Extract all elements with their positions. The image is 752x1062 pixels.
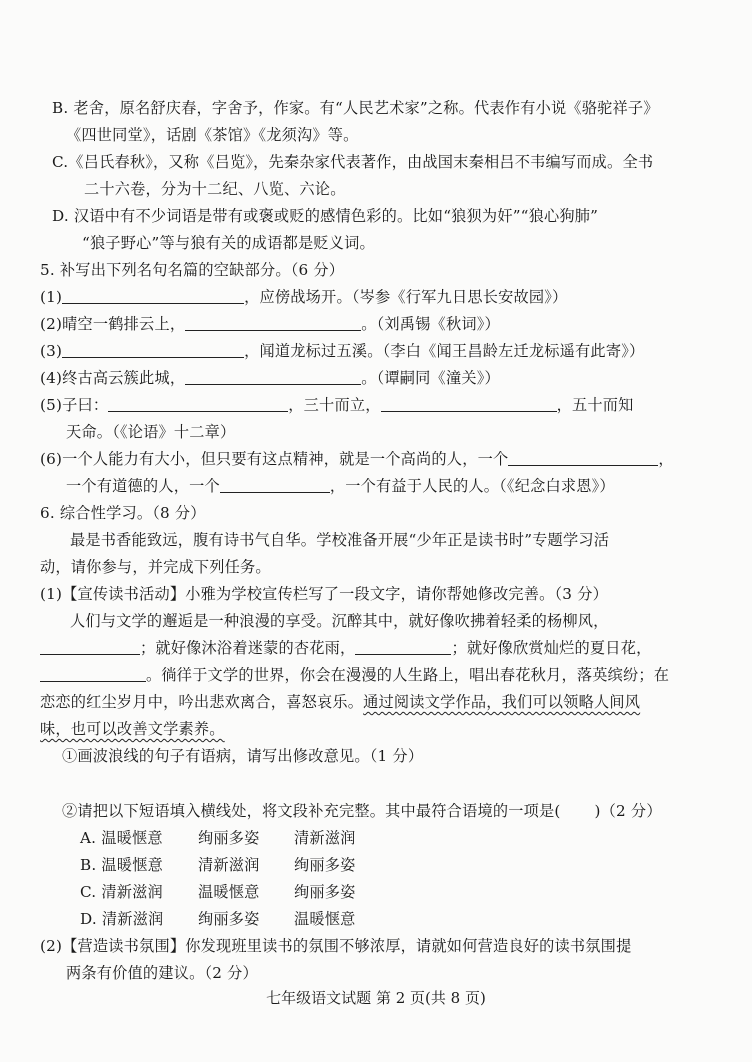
option-d-line2: “狼子野心”等与狼有关的成语都是贬义词。 (82, 234, 375, 252)
wavy-sentence-part2: 味，也可以改善文学素养。 (40, 720, 225, 738)
choice-c[interactable] (80, 881, 356, 903)
choice-d-phrase2: 绚丽多姿 (198, 910, 260, 928)
q5-item2-before: (2)晴空一鹤排云上， (40, 315, 186, 333)
q5-item6-comma: ， (658, 450, 674, 468)
passage-line4-text: 恋恋的红尘岁月中，吟出悲欢离合，喜怒哀乐。 (40, 693, 364, 711)
q6-task2-line2: 两条有价值的建议。（2 分） (66, 964, 258, 982)
q5-title: 5. 补写出下列名句名篇的空缺部分。（6 分） (40, 261, 345, 279)
passage-blank3[interactable] (40, 665, 146, 682)
q5-item1-number: (1) (40, 288, 63, 306)
passage-blank2[interactable] (355, 638, 451, 655)
q5-item6-before: (6)一个人能力有大小，但只要有这点精神，就是一个高尚的人，一个 (40, 450, 509, 468)
choice-d-phrase3: 温暖惬意 (294, 910, 356, 928)
q5-item4-before: (4)终古高云簇此城， (40, 369, 186, 387)
choice-b[interactable] (80, 854, 356, 876)
q5-item3-blank[interactable] (62, 341, 244, 358)
q6-passage-line4 (40, 691, 640, 713)
option-c-line1: C.《吕氏春秋》，又称《吕览》，先秦杂家代表著作，由战国末秦相吕不韦编写而成。全书 (52, 153, 654, 171)
q6-sub2-before: ②请把以下短语填入横线处，将文段补充完整。其中最符合语境的一项是( (62, 802, 561, 820)
q5-item4 (40, 367, 500, 389)
q6-passage-line3 (40, 664, 669, 686)
q5-item6-line1 (40, 448, 674, 470)
choice-c-phrase2: 温暖惬意 (198, 883, 260, 901)
choice-a[interactable] (80, 827, 356, 849)
q5-item6-line2-after: ，一个有益于人民的人。（《纪念白求恩》） (329, 477, 615, 495)
q5-item5-after: ，五十而知 (556, 396, 634, 414)
q5-item3 (40, 340, 644, 362)
wavy-sentence-part1: 通过阅读文学作品，我们可以领略人间风 (363, 693, 641, 711)
q6-passage-line2 (40, 637, 651, 659)
q5-item5-mid: ，三十而立， (288, 396, 381, 414)
q6-intro-line1: 最是书香能致远，腹有诗书气自华。学校准备开展“少年正是读书时”专题学习活 (70, 531, 610, 549)
q5-item6-blank2[interactable] (220, 476, 330, 493)
q5-item4-after: 。（谭嗣同《潼关》） (361, 369, 500, 387)
q5-item4-blank[interactable] (185, 368, 361, 385)
q6-sub1: ①画波浪线的句子有语病，请写出修改意见。（1 分） (62, 747, 424, 765)
q6-sub2 (62, 800, 662, 822)
passage-blank1[interactable] (40, 638, 140, 655)
q6-task1-title: (1)【宣传读书活动】小雅为学校宣传栏写了一段文字，请你帮她修改完善。（3 分） (40, 585, 608, 603)
passage-line2-b: ；就好像欣赏灿烂的夏日花， (451, 639, 652, 657)
option-b-line2: 《四世同堂》，话剧《茶馆》《龙须沟》等。 (66, 126, 359, 144)
q5-item5-line2: 天命。（《论语》十二章） (66, 423, 236, 441)
choice-c-phrase1: C. 清新滋润 (80, 883, 163, 901)
q5-item6-blank1[interactable] (508, 449, 658, 466)
q6-passage-line5 (40, 718, 225, 740)
option-b-line1: B. 老舍，原名舒庆春，字舍予，作家。有“人民艺术家”之称。代表作有小说《骆驼祥子》 (52, 99, 659, 117)
q5-item6-line2 (66, 475, 615, 497)
q5-item2-blank[interactable] (185, 314, 361, 331)
q5-item3-after: ，闻道龙标过五溪。（李白《闻王昌龄左迁龙标遥有此寄》） (244, 342, 645, 360)
choice-c-phrase3: 绚丽多姿 (294, 883, 356, 901)
choice-a-phrase1: A. 温暖惬意 (80, 829, 163, 847)
q5-item5 (40, 394, 634, 416)
q6-title: 6. 综合性学习。（8 分） (40, 504, 206, 522)
q5-item1-after: ，应傍战场开。（岑参《行军九日思长安故园》） (244, 288, 568, 306)
option-d-line1: D. 汉语中有不少词语是带有或褒或贬的感情色彩的。比如“狼狈为奸”“狼心狗肺” (52, 207, 599, 225)
choice-b-phrase3: 绚丽多姿 (294, 856, 356, 874)
q5-item5-blank2[interactable] (381, 395, 557, 412)
q5-item3-number: (3) (40, 342, 63, 360)
choice-d-phrase1: D. 清新滋润 (80, 910, 164, 928)
choice-b-phrase2: 清新滋润 (198, 856, 260, 874)
q6-passage-line1: 人们与文学的邂逅是一种浪漫的享受。沉醉其中，就好像吹拂着轻柔的杨柳风， (70, 612, 609, 630)
q5-item2 (40, 313, 500, 335)
q5-item5-blank1[interactable] (108, 395, 288, 412)
passage-line3-text: 。徜徉于文学的世界，你会在漫漫的人生路上，唱出春花秋月，落英缤纷；在 (146, 666, 670, 684)
q5-item2-after: 。（刘禹锡《秋词》） (361, 315, 500, 333)
q5-item5-before: (5)子曰： (40, 396, 109, 414)
q6-sub2-after: )（2 分） (594, 802, 662, 820)
q6-task2-line1: (2)【营造读书氛围】你发现班里读书的氛围不够浓厚，请就如何营造良好的读书氛围提 (40, 937, 632, 955)
choice-a-phrase2: 绚丽多姿 (198, 829, 260, 847)
q5-item1-blank[interactable] (62, 287, 244, 304)
option-c-line2: 二十六卷，分为十二纪、八览、六论。 (84, 180, 346, 198)
q5-item6-line2-before: 一个有道德的人，一个 (66, 477, 220, 495)
page-footer: 七年级语文试题 第 2 页(共 8 页) (266, 989, 486, 1007)
passage-line2-a: ；就好像沐浴着迷蒙的杏花雨， (140, 639, 356, 657)
choice-a-phrase3: 清新滋润 (294, 829, 356, 847)
q6-intro-line2: 动，请你参与，并完成下列任务。 (40, 558, 271, 576)
q5-item1 (40, 286, 567, 308)
choice-d[interactable] (80, 908, 356, 930)
choice-b-phrase1: B. 温暖惬意 (80, 856, 163, 874)
